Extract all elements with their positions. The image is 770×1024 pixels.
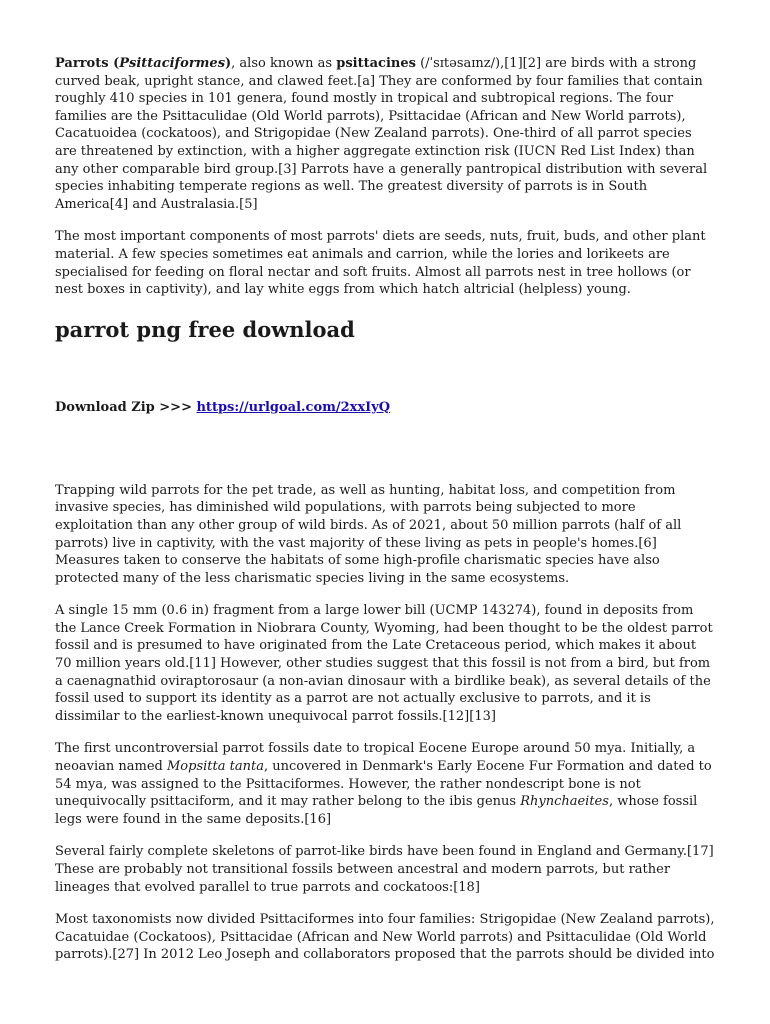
spacer: [55, 416, 715, 482]
eocene-paragraph: The first uncontroversial parrot fossils date to tropical Eocene Europe around 50 mya. Initially, a neoavian named Mopsitta tanta, uncovered in Denmark's Early Eocene Fur Formation and dated to 54 mya, was assigned to the Psittaciformes. However, the rather nondescript bone is not unequivocally psittaciform, and it may rather belong to the ibis genus Rhynchaeites, whose fossil legs were found in the same deposits.[16]: [55, 741, 712, 827]
bold-italic-text: Psittaciformes: [119, 56, 226, 71]
bold-text: psittacines: [336, 56, 416, 71]
download-line: [55, 399, 715, 416]
diet-paragraph: The most important components of most parrots' diets are seeds, nuts, fruit, buds, and other plant material. A few species sometimes eat animals and carrion, while the lories and lorikeets are specialised for feeding on floral nectar and soft fruits. Almost all parrots nest in tree hollows (or nest boxes in captivity), and lay white eggs from which hatch altricial (helpless) young.: [55, 229, 706, 298]
fossil-paragraph: A single 15 mm (0.6 in) fragment from a large lower bill (UCMP 143274), found in deposits from the Lance Creek Formation in Niobrara County, Wyoming, had been thought to be the oldest parrot fossil and is presumed to have originated from the Late Cretaceous period, which makes it about 70 million years old.[11] However, other studies suggest that this fossil is not from a bird, but from a caenagnathid oviraptorosaur (a non-avian dinosaur with a birdlike beak), as several details of the fossil used to support its identity as a parrot are not actually exclusive to parrots, and it is dissimilar to the earliest-known unequivocal parrot fossils.[12][13]: [55, 603, 713, 724]
taxonomy-paragraph: Most taxonomists now divided Psittaciformes into four families: Strigopidae (New Zealand parrots), Cacatuidae (Cockatoos), Psittacidae (African and New World parrots) and Psittaculidae (Old World parrots).[27] In 2012 Leo Joseph and collaborators proposed that the parrots should be divided into: [55, 912, 715, 963]
download-label: Download Zip >>>: [55, 399, 197, 415]
download-link[interactable]: https://urlgoal.com/2xxIyQ: [196, 399, 391, 415]
page-heading: parrot png free download: [55, 316, 355, 342]
italic-text: Rhynchaeites: [520, 794, 609, 810]
skeletons-paragraph: Several fairly complete skeletons of parrot-like birds have been found in England and Germany.[17] These are probably not transitional fossils between ancestral and modern parrots, but rather lineages that evolved parallel to true parrots and cockatoos:[18]: [55, 844, 714, 895]
trade-paragraph: Trapping wild parrots for the pet trade, as well as hunting, habitat loss, and competition from invasive species, has diminished wild populations, with parrots being subjected to more exploitation than any other group of wild birds. As of 2021, about 50 million parrots (half of all parrots) live in captivity, with the vast majority of these living as pets in people's homes.[6] Measures taken to conserve the habitats of some high-profile charismatic species have also protected many of the less charismatic species living in the same ecosystems.: [55, 482, 682, 586]
italic-text: Mopsitta tanta: [167, 759, 264, 775]
intro-paragraph: [55, 55, 715, 213]
text-span: (/ˈsɪtəsaɪnz/),[1][2] are birds with a strong curved beak, upright stance, and clawed feet.[a] They are conformed by four families that contain roughly 410 species in 101 genera, found mostly in tropical and subtropical regions. The four families are the Psittaculidae (Old World parrots), Psittacidae (African and New World parrots), Cacatuoidea (cockatoos), and Strigopidae (New Zealand parrots). One-third of all parrot species are threatened by extinction, with a higher aggregate extinction risk (IUCN Red List Index) than any other comparable bird group.[3] Parrots have a generally pantropical distribution with several species inhabiting temperate regions as well. The greatest diversity of parrots is in South America[4] and Australasia.[5]: [55, 56, 708, 212]
bold-text: Parrots (: [55, 56, 120, 71]
text-span: , also known as: [231, 56, 337, 71]
bold-text: ): [225, 56, 232, 71]
